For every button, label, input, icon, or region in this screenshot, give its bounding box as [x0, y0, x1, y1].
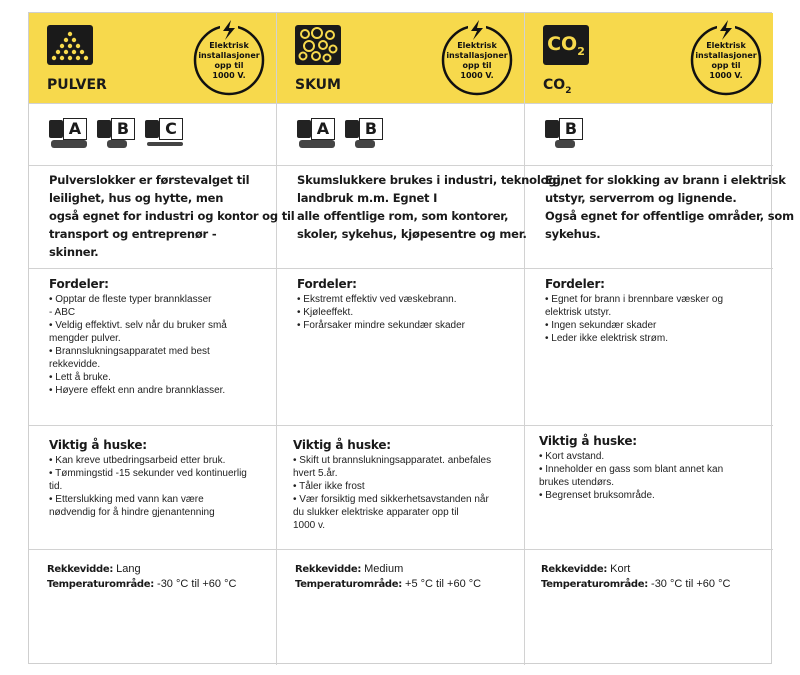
advantages-pulver: Fordeler: • Opptar de fleste typer brannklasser - ABC • Veldig effektivt. selv når du bruker små mengder pulver. • Brannslukningsapparatet med best rekkevidde. • Lett å bruke. • Høyere effekt enn andre brannklasser.	[29, 269, 277, 426]
fire-class-icon: B	[345, 118, 383, 150]
co2-icon: $CO_2$	[543, 25, 589, 65]
fire-classes-pulver	[29, 104, 277, 166]
fire-class-icon: A	[49, 118, 87, 150]
fire-class-icon: B	[545, 118, 583, 150]
product-name: SKUM	[295, 77, 341, 93]
description-skum: Skumslukkere brukes i industri, teknologi, landbruk m.m. Egnet I alle offentlige rom, som kontorer, skoler, sykehus, kjøpesentre og mer.	[277, 166, 525, 269]
temperature-row: Temperaturområde: +5 °C til +60 °C	[295, 578, 482, 590]
remember-co2: Viktig å huske: • Kort avstand. • Inneholder en gass som blant annet kan brukes utendørs. • Begrenset bruksområde.	[525, 426, 773, 550]
badge-text: Elektrisk installasjoner opp til 1000 V.	[695, 41, 757, 80]
specs-skum	[277, 550, 525, 665]
section-title: Fordeler:	[49, 277, 109, 291]
remember-pulver: Viktig å huske: • Kan kreve utbedringsarbeid etter bruk. • Tømmingstid -15 sekunder ved kontinuerlig tid. • Etterslukking med vann kan være nødvendig for å hindre gjenantenning	[29, 426, 277, 550]
section-title: Viktig å huske:	[539, 434, 637, 448]
fire-class-icon: A	[297, 118, 335, 150]
badge-text: Elektrisk installasjoner opp til 1000 V.	[198, 41, 260, 80]
remember-skum: Viktig å huske: • Skift ut brannslukningsapparatet. anbefales hvert 5.år. • Tåler ikke frost • Vær forsiktig med sikkerhetsavstanden når du slukker elektriske apparater opp til 1000 v.	[277, 426, 525, 550]
specs-pulver	[29, 550, 277, 665]
section-title: Fordeler:	[545, 277, 605, 291]
advantages-co2: Fordeler: • Egnet for brann i brennbare væsker og elektrisk utstyr. • Ingen sekundær skader • Leder ikke elektrisk strøm.	[525, 269, 773, 426]
range-row: Rekkevidde: Kort	[541, 563, 631, 575]
extinguisher-comparison-table	[28, 12, 794, 664]
specs-co2	[525, 550, 773, 665]
product-name: $CO_2$	[543, 77, 572, 96]
advantages-skum: Fordeler: • Ekstremt effektiv ved væskebrann. • Kjøleeffekt. • Forårsaker mindre sekundær skader	[277, 269, 525, 426]
badge-text: Elektrisk installasjoner opp til 1000 V.	[446, 41, 508, 80]
section-title: Viktig å huske:	[293, 438, 391, 452]
product-name: PULVER	[47, 77, 107, 93]
fire-classes-skum	[277, 104, 525, 166]
powder-icon	[47, 25, 93, 65]
range-row: Rekkevidde: Medium	[295, 563, 404, 575]
temperature-row: Temperaturområde: -30 °C til +60 °C	[47, 578, 237, 590]
temperature-row: Temperaturområde: -30 °C til +60 °C	[541, 578, 731, 590]
header-co2	[525, 13, 773, 104]
description-pulver: Pulverslokker er førstevalget til leilighet, hus og hytte, men også egnet for industri og kontor og til transport og entreprenør - skinner.	[29, 166, 277, 269]
fire-class-icon: C	[145, 118, 183, 150]
section-title: Fordeler:	[297, 277, 357, 291]
fire-classes-co2	[525, 104, 773, 166]
fire-class-icon: B	[97, 118, 135, 150]
foam-icon	[295, 25, 341, 65]
section-title: Viktig å huske:	[49, 438, 147, 452]
range-row: Rekkevidde: Lang	[47, 563, 141, 575]
description-co2: Egnet for slokking av brann i elektrisk utstyr, serverrom og lignende. Også egnet for offentlige områder, som sykehus.	[525, 166, 773, 269]
header-skum	[277, 13, 525, 104]
header-pulver	[29, 13, 277, 104]
